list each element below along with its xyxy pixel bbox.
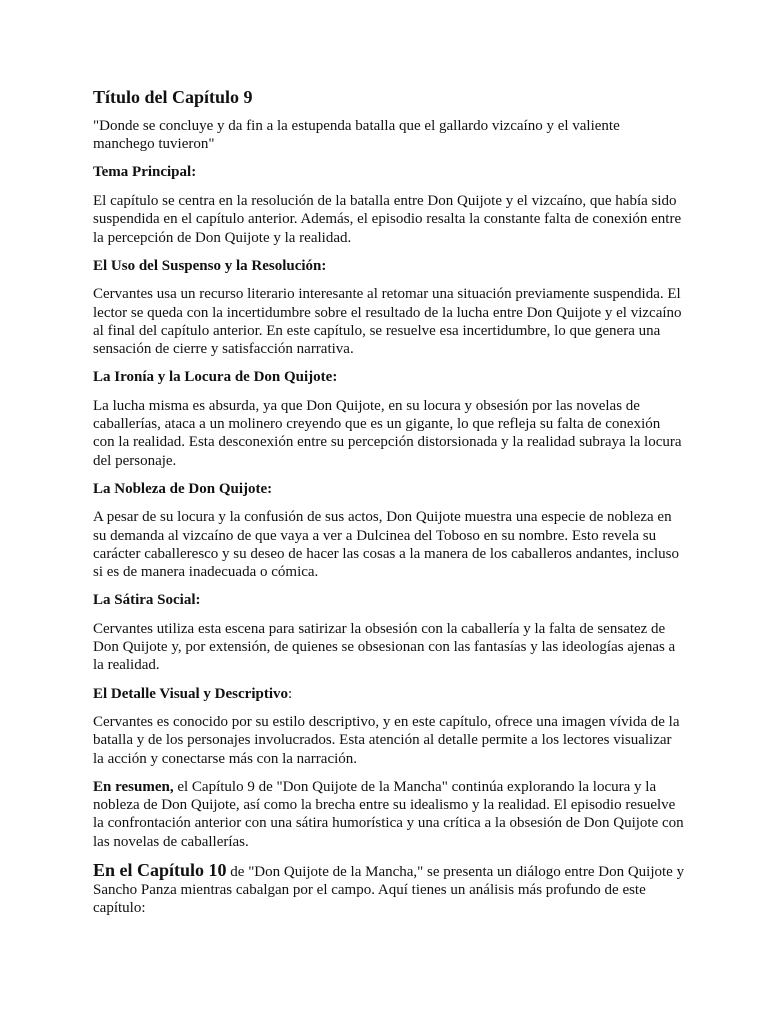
summary-paragraph: [93, 778, 685, 851]
section-heading-colon: :: [288, 685, 293, 702]
section-body: El capítulo se centra en la resolución de la batalla entre Don Quijote y el vizcaíno, que había sido suspendida en el capítulo anterior. Además, el episodio resalta la constante falta de conexión entre la percepción de Don Quijote y la realidad.: [93, 193, 682, 246]
section-body: Cervantes usa un recurso literario interesante al retomar una situación previamente suspendida. El lector se queda con la incertidumbre sobre el resultado de la lucha entre Don Quijote y el vizcaíno al final del capítulo anterior. En este capítulo, se resuelve esa incertidumbre, lo que genera una sensación de cierre y satisfacción narrativa.: [93, 286, 682, 358]
section-body: Cervantes utiliza esta escena para satirizar la obsesión con la caballería y la falta de sensatez de Don Quijote y, por extensión, de quienes se obsesionan con las fantasías y las ideologías ajenas a la realidad.: [93, 620, 676, 674]
next-chapter-lead: En el Capítulo 10: [93, 859, 227, 880]
section-heading: El Uso del Suspenso y la Resolución:: [93, 257, 327, 274]
section-tema-principal: [93, 163, 685, 246]
section-heading: [93, 685, 685, 703]
section-heading: Tema Principal:: [93, 164, 197, 181]
next-chapter-text: de "Don Quijote de la Mancha," se presenta un diálogo entre Don Quijote y Sancho Panza mientras cabalgan por el campo. Aquí tienes un análisis más profundo de este capítulo:: [93, 863, 685, 917]
section-suspenso: [93, 257, 685, 359]
section-heading: La Nobleza de Don Quijote:: [93, 480, 273, 497]
section-heading: La Ironía y la Locura de Don Quijote:: [93, 369, 338, 386]
section-satira-social: [93, 591, 685, 674]
section-heading-text: El Detalle Visual y Descriptivo: [93, 685, 288, 702]
section-nobleza: [93, 480, 685, 582]
summary-lead: En resumen,: [93, 778, 174, 795]
section-body: A pesar de su locura y la confusión de sus actos, Don Quijote muestra una especie de nobleza en su demanda al vizcaíno de que vaya a ver a Dulcinea del Toboso en su nombre. Esto revela su carácter caballeresco y su deseo de hacer las cosas a la manera de los caballeros andantes, incluso si es de manera inadecuada o cómica.: [93, 509, 679, 581]
section-ironia-locura: [93, 368, 685, 470]
section-detalle-visual: [93, 685, 685, 768]
summary-text: el Capítulo 9 de "Don Quijote de la Mancha" continúa explorando la locura y la nobleza de Don Quijote, así como la brecha entre su idealismo y la realidad. El episodio resuelve la confrontación anterior con una sátira humorística y una crítica a la obsesión de Don Quijote con las novelas de caballerías.: [93, 778, 684, 850]
next-chapter-paragraph: [93, 861, 685, 918]
chapter-title: Título del Capítulo 9: [93, 87, 253, 107]
chapter-subtitle-quote: "Donde se concluye y da fin a la estupenda batalla que el gallardo vizcaíno y el valiente manchego tuvieron": [93, 118, 620, 153]
section-heading: La Sátira Social:: [93, 592, 201, 609]
document-page: [93, 86, 685, 927]
section-body: Cervantes es conocido por su estilo descriptivo, y en este capítulo, ofrece una imagen vívida de la batalla y de los personajes involucrados. Esta atención al detalle permite a los lectores visualizar la acción y conectarse más con la narración.: [93, 714, 680, 767]
section-body: La lucha misma es absurda, ya que Don Quijote, en su locura y obsesión por las novelas de caballerías, ataca a un molinero creyendo que es un gigante, lo que refleja su falta de conexión con la realidad. Esta desconexión entre su percepción distorsionada y la realidad subraya la locura del personaje.: [93, 397, 682, 469]
